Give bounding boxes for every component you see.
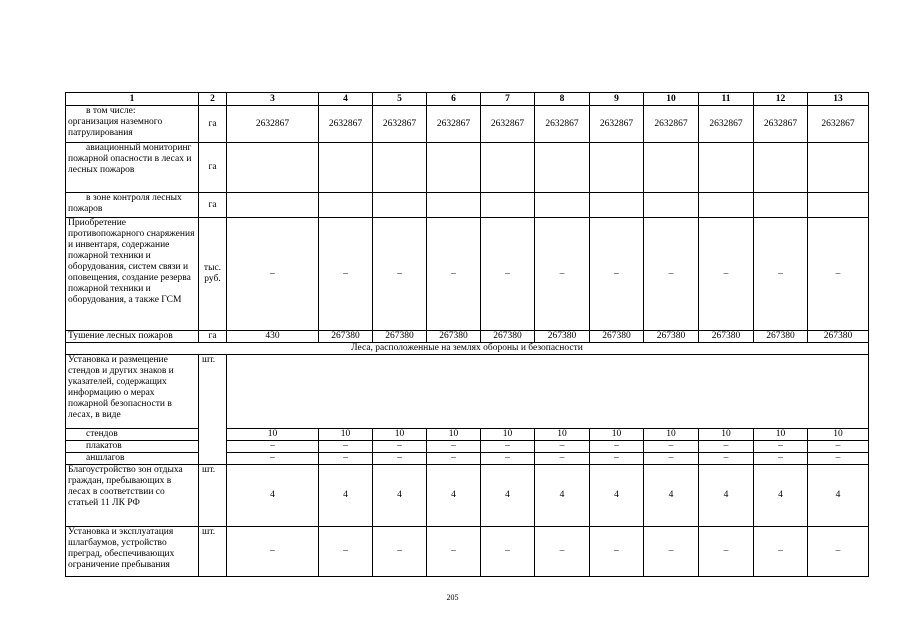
value-cell: – <box>699 527 754 577</box>
value-cell <box>699 143 754 193</box>
unit-cell: шт. <box>199 355 227 465</box>
value-cell: 2632867 <box>481 106 535 143</box>
value-cell: 267380 <box>754 331 808 343</box>
value-cell: 2632867 <box>227 106 319 143</box>
row-label <box>66 441 199 453</box>
value-cell: 10 <box>754 429 808 441</box>
value-cell: 2632867 <box>535 106 590 143</box>
value-cell: – <box>535 527 590 577</box>
value-cell: 2632867 <box>590 106 644 143</box>
row-label <box>66 193 199 218</box>
column-header: 11 <box>699 93 754 106</box>
value-cell: 267380 <box>373 331 427 343</box>
column-header: 9 <box>590 93 644 106</box>
value-cell: 10 <box>535 429 590 441</box>
value-cell <box>373 193 427 218</box>
unit-cell: га <box>199 193 227 218</box>
value-cell: – <box>808 218 869 331</box>
value-cell: 10 <box>427 429 481 441</box>
unit-cell: шт. <box>199 465 227 527</box>
value-cell: 2632867 <box>644 106 699 143</box>
value-cell: 10 <box>808 429 869 441</box>
value-cell <box>590 143 644 193</box>
value-cell: – <box>373 218 427 331</box>
value-cell: – <box>754 218 808 331</box>
column-header: 7 <box>481 93 535 106</box>
value-cell: 4 <box>590 465 644 527</box>
table-row <box>66 453 869 465</box>
value-cell: 267380 <box>590 331 644 343</box>
value-cell: 430 <box>227 331 319 343</box>
value-cell: – <box>754 527 808 577</box>
value-cell: – <box>644 527 699 577</box>
value-cell: 10 <box>644 429 699 441</box>
value-cell: – <box>590 527 644 577</box>
empty-span-cell <box>227 355 869 429</box>
row-label-text: аншлагов <box>86 453 125 463</box>
value-cell: 267380 <box>427 331 481 343</box>
value-cell <box>227 193 319 218</box>
row-label <box>66 106 199 143</box>
value-cell: 4 <box>373 465 427 527</box>
table-row <box>66 355 869 429</box>
unit-cell: га <box>199 106 227 143</box>
table-row <box>66 106 869 143</box>
table-row <box>66 193 869 218</box>
value-cell: – <box>590 453 644 465</box>
value-cell: – <box>481 453 535 465</box>
value-cell: 2632867 <box>427 106 481 143</box>
table-row <box>66 93 869 106</box>
row-label <box>66 143 199 193</box>
value-cell: – <box>427 218 481 331</box>
value-cell: – <box>373 453 427 465</box>
value-cell: 267380 <box>481 331 535 343</box>
value-cell: – <box>373 441 427 453</box>
value-cell: 4 <box>754 465 808 527</box>
value-cell: 2632867 <box>754 106 808 143</box>
column-header: 2 <box>199 93 227 106</box>
value-cell: – <box>319 441 373 453</box>
value-cell: – <box>644 218 699 331</box>
value-cell: 4 <box>481 465 535 527</box>
value-cell: – <box>227 441 319 453</box>
value-cell: – <box>590 441 644 453</box>
value-cell: 10 <box>590 429 644 441</box>
value-cell <box>427 143 481 193</box>
table-row <box>66 331 869 343</box>
value-cell: – <box>644 453 699 465</box>
value-cell <box>590 193 644 218</box>
value-cell <box>535 193 590 218</box>
row-label-line: организация наземного патрулирования <box>68 117 163 138</box>
row-label: Приобретение противопожарного снаряжения и инвентаря, содержание пожарной техники и оборудования, систем связи и оповещения, создание резерва пожарной техники и оборудования, а также ГСМ <box>66 218 199 331</box>
value-cell: – <box>227 453 319 465</box>
value-cell: 4 <box>535 465 590 527</box>
column-header: 6 <box>427 93 481 106</box>
value-cell <box>319 193 373 218</box>
value-cell: – <box>319 218 373 331</box>
value-cell <box>535 143 590 193</box>
value-cell: – <box>373 527 427 577</box>
table-row <box>66 527 869 577</box>
value-cell: 2632867 <box>373 106 427 143</box>
column-header: 5 <box>373 93 427 106</box>
page-number: 205 <box>446 593 459 602</box>
value-cell: – <box>808 453 869 465</box>
value-cell: – <box>699 441 754 453</box>
value-cell: 10 <box>699 429 754 441</box>
row-label-text: плакатов <box>86 441 122 451</box>
row-label-text: авиационный мониторинг пожарной опасности в лесах и лесных пожаров <box>68 143 192 175</box>
value-cell <box>427 193 481 218</box>
value-cell: 267380 <box>808 331 869 343</box>
row-label: Тушение лесных пожаров <box>66 331 199 343</box>
value-cell: – <box>808 441 869 453</box>
unit-cell: тыс. руб. <box>199 218 227 331</box>
column-header: 10 <box>644 93 699 106</box>
value-cell: 267380 <box>319 331 373 343</box>
value-cell: – <box>319 453 373 465</box>
value-cell <box>754 193 808 218</box>
table-row <box>66 218 869 331</box>
value-cell: – <box>427 527 481 577</box>
value-cell: – <box>481 441 535 453</box>
table-row <box>66 143 869 193</box>
value-cell <box>644 193 699 218</box>
value-cell <box>227 143 319 193</box>
column-header: 8 <box>535 93 590 106</box>
value-cell: 267380 <box>644 331 699 343</box>
value-cell: 4 <box>699 465 754 527</box>
value-cell: 4 <box>644 465 699 527</box>
value-cell: – <box>427 453 481 465</box>
row-label: Установка и эксплуатация шлагбаумов, устройство преград, обеспечивающих ограничение пребывания <box>66 527 199 577</box>
value-cell: – <box>227 527 319 577</box>
value-cell <box>754 143 808 193</box>
value-cell <box>808 193 869 218</box>
value-cell: – <box>427 441 481 453</box>
value-cell: 4 <box>427 465 481 527</box>
value-cell: 2632867 <box>699 106 754 143</box>
value-cell: – <box>535 441 590 453</box>
column-header: 3 <box>227 93 319 106</box>
value-cell: 10 <box>319 429 373 441</box>
value-cell <box>373 143 427 193</box>
value-cell: 2632867 <box>319 106 373 143</box>
value-cell: – <box>227 218 319 331</box>
column-header: 4 <box>319 93 373 106</box>
row-label <box>66 429 199 441</box>
value-cell <box>699 193 754 218</box>
value-cell: 2632867 <box>808 106 869 143</box>
column-header: 13 <box>808 93 869 106</box>
value-cell: – <box>808 527 869 577</box>
value-cell: – <box>699 453 754 465</box>
value-cell: – <box>590 218 644 331</box>
section-heading: Леса, расположенные на землях обороны и безопасности <box>66 343 869 355</box>
value-cell <box>481 143 535 193</box>
table-row <box>66 465 869 527</box>
unit-cell: га <box>199 143 227 193</box>
row-label: Благоустройство зон отдыха граждан, пребывающих в лесах в соответствии со статьей 11 ЛК РФ <box>66 465 199 527</box>
row-label-text: стендов <box>86 429 118 439</box>
table-row <box>66 429 869 441</box>
value-cell: – <box>535 453 590 465</box>
value-cell <box>808 143 869 193</box>
unit-cell: га <box>199 331 227 343</box>
row-label: Установка и размещение стендов и других знаков и указателей, содержащих информацию о мерах пожарной безопасности в лесах, в виде <box>66 355 199 429</box>
value-cell: – <box>754 441 808 453</box>
value-cell: – <box>644 441 699 453</box>
value-cell <box>644 143 699 193</box>
row-label <box>66 453 199 465</box>
value-cell: 4 <box>808 465 869 527</box>
column-header: 1 <box>66 93 199 106</box>
forestry-measures-table <box>65 92 869 577</box>
value-cell: 4 <box>319 465 373 527</box>
value-cell: – <box>481 218 535 331</box>
value-cell: – <box>699 218 754 331</box>
value-cell: 4 <box>227 465 319 527</box>
row-label-text: в зоне контроля лесных пожаров <box>68 193 182 214</box>
value-cell: 267380 <box>699 331 754 343</box>
value-cell: – <box>319 527 373 577</box>
value-cell: – <box>754 453 808 465</box>
value-cell: 267380 <box>535 331 590 343</box>
value-cell: 10 <box>481 429 535 441</box>
value-cell: 10 <box>227 429 319 441</box>
row-label-line: в том числе: <box>86 106 136 116</box>
unit-cell: шт. <box>199 527 227 577</box>
value-cell <box>481 193 535 218</box>
column-header: 12 <box>754 93 808 106</box>
value-cell: – <box>535 218 590 331</box>
table-row <box>66 343 869 355</box>
value-cell: – <box>481 527 535 577</box>
value-cell: 10 <box>373 429 427 441</box>
value-cell <box>319 143 373 193</box>
table-row <box>66 441 869 453</box>
